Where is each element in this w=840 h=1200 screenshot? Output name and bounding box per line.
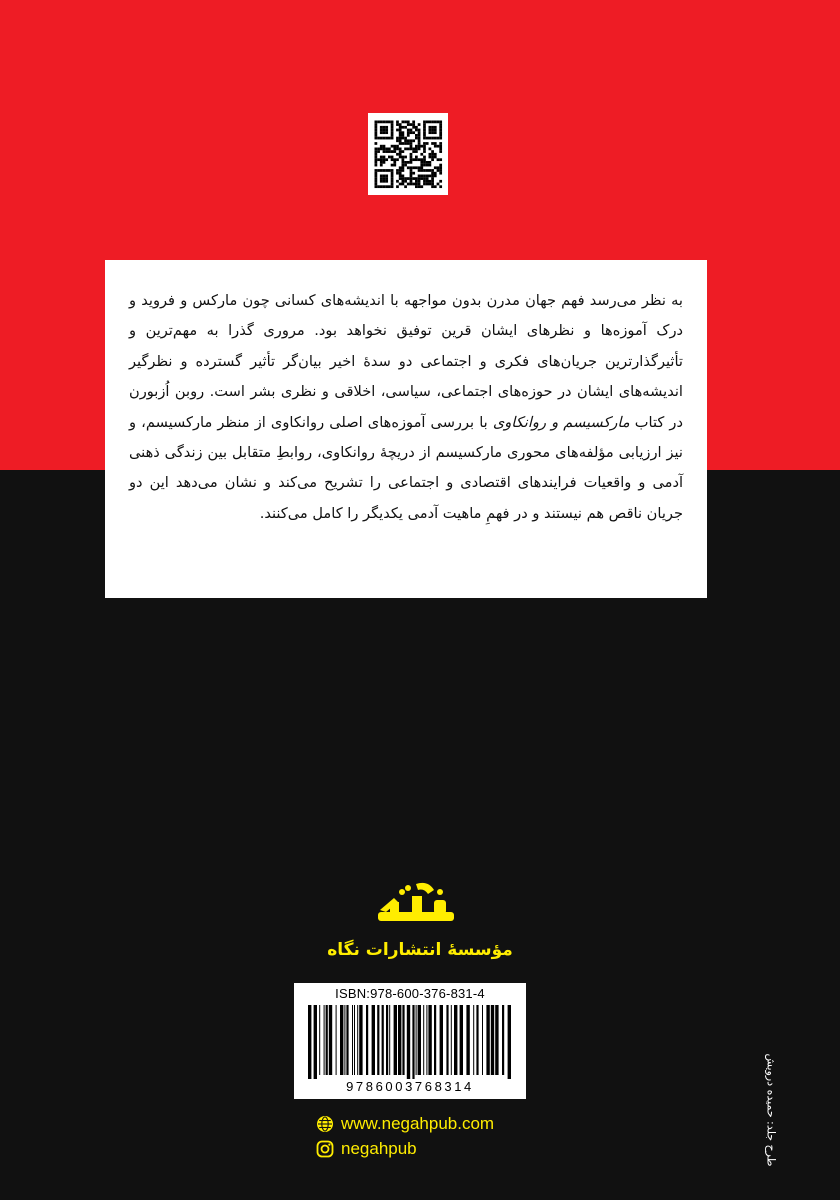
website-link[interactable] [316,1114,494,1134]
book-title: مارکسیسم و روانکاوی [492,413,630,431]
instagram-text: negahpub [341,1139,417,1158]
instagram-link[interactable] [316,1139,417,1159]
blurb-panel [105,260,707,598]
qr-code-icon [368,113,448,195]
negah-logo-icon [372,880,462,930]
isbn-label: ISBN:978-600-376-831-4 [335,986,485,1001]
blurb-text: به نظر می‌رسد فهم جهان مدرن بدون مواجهه با اندیشه‌های کسانی چون مارکس و فروید و درک آموزه‌ها و نظرهای ایشان قرین توفیق نخواهد بود. مروری گذرا به مهم‌ترین و تأثیرگذارترین جریان‌های فکری و اجتماعی دو سدهٔ اخیر بیان‌گر تأثیر گسترده و نظرگیر اندیشه‌های ایشان در حوزه‌های اجتماعی، سیاسی، اخلاقی و نظری بشر است. روبن اُزبورن در کتاب مارکسیسم و روانکاوی با بررسی آموزه‌های اصلی روانکاوی از منظر مارکسیسم، و نیز ارزیابی مؤلفه‌های محوری مارکسیسم از دریچهٔ روانکاوی، روابطِ متقابل بین زندگی ذهنی آدمی و واقعیات فرایندهای اقتصادی و اجتماعی را تشریح می‌کند و نشان می‌دهد این دو جریان ناقص هم نیستند و در فهمِ ماهیت آدمی یکدیگر را کامل می‌کنند. [129,292,683,522]
publisher-name: مؤسسهٔ انتشارات نگاه [327,940,513,960]
website-text: www.negahpub.com [341,1114,495,1133]
cover-design-credit: طرح جلد: حمیده درویش [764,1053,778,1167]
barcode-digits: 9786003768314 [346,1079,474,1094]
instagram-icon [316,1140,334,1158]
isbn-barcode [294,983,526,1099]
globe-icon [316,1115,334,1133]
